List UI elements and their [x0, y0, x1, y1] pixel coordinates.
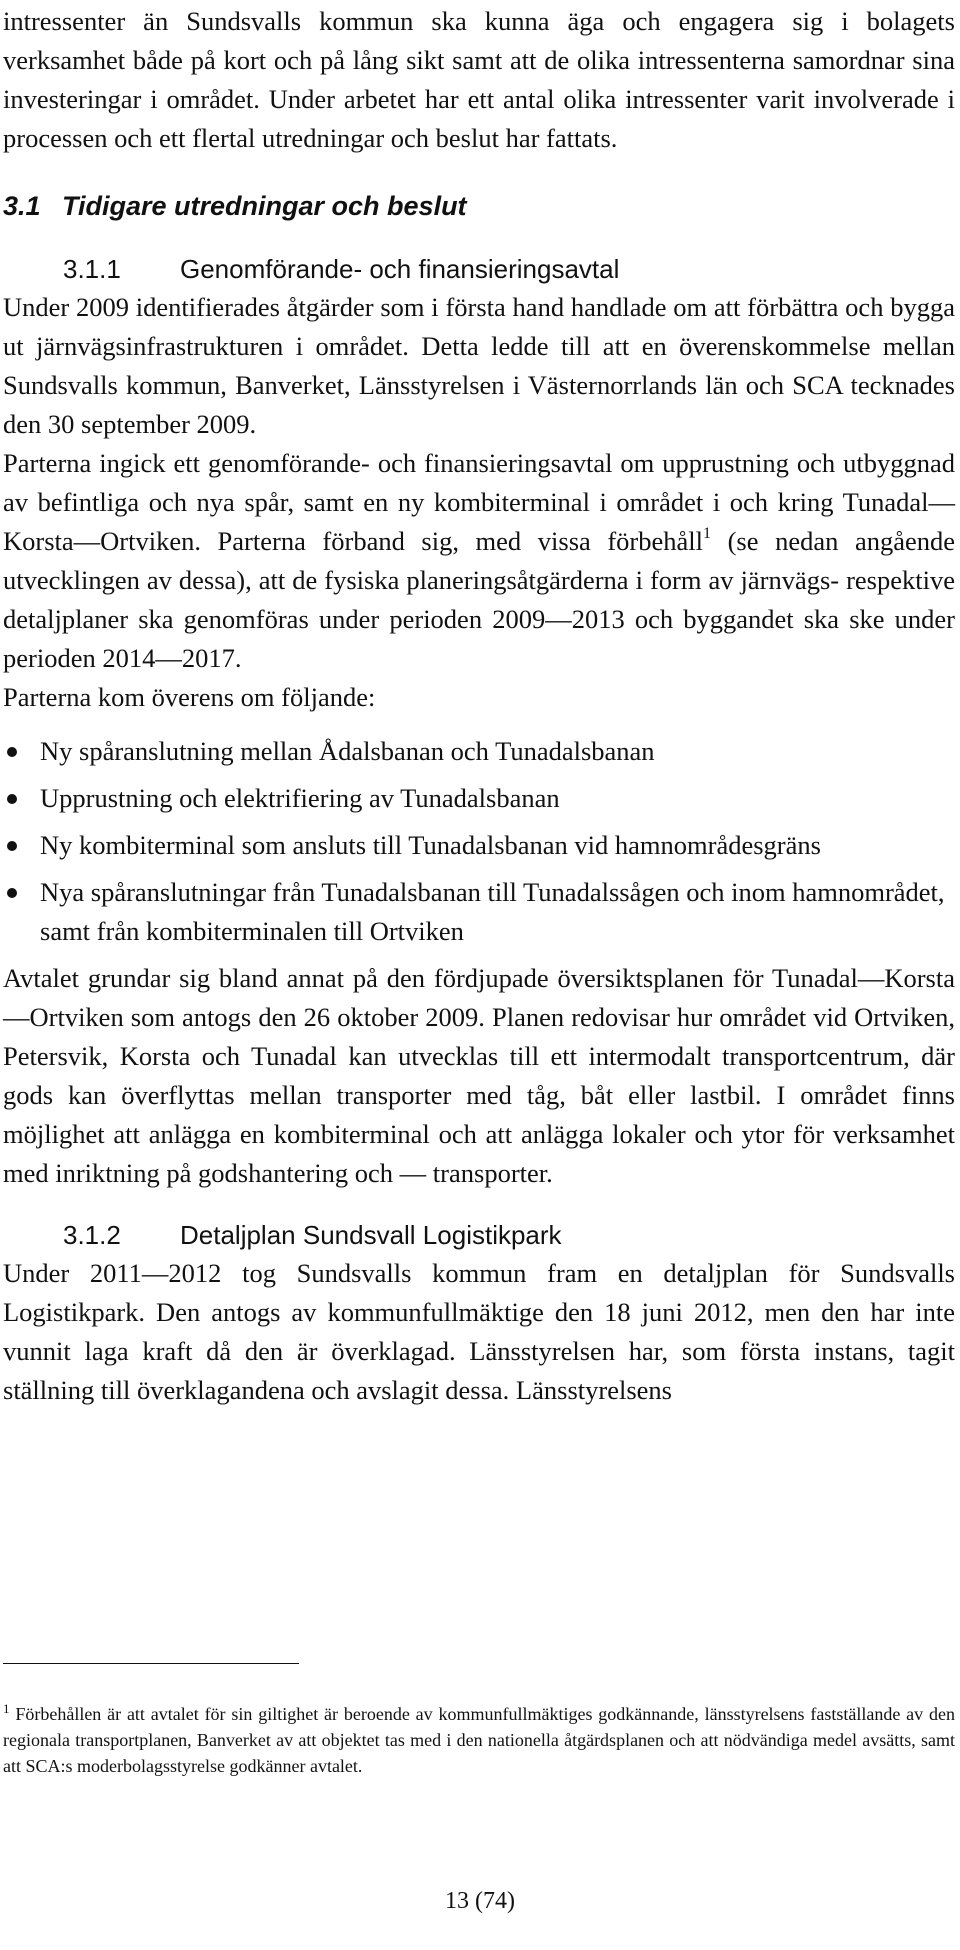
section-heading — [3, 186, 955, 226]
footnote-reference: 1 — [703, 525, 712, 542]
list-item-text: Ny spåranslutning mellan Ådalsbanan och Tunadalsbanan — [40, 736, 655, 766]
paragraph-parties-text-a: Parterna ingick ett genomförande- och finansieringsavtal om upprustning och utbyggnad av befintliga och nya spår, samt en ny kombiterminal i området i och kring Tunadal—Korsta—Ortviken. Parterna förband sig, med vissa förbehåll — [3, 448, 955, 556]
subsection-number-1: 3.1.1 — [63, 254, 121, 284]
subsection-title-2: Detaljplan Sundsvall Logistikpark — [180, 1220, 562, 1250]
paragraph-detailed-plan: Under 2011—2012 tog Sundsvalls kommun fram en detaljplan för Sundsvalls Logistikpark. Den antogs av kommunfullmäktige den 18 juni 2012, men den har inte vunnit laga kraft då den är överklagad. Länsstyrelsen har, som första instans, tagit ställning till överklagandena och avslagit dessa. Länsstyrelsens — [3, 1258, 955, 1405]
intro-paragraph: intressenter än Sundsvalls kommun ska kunna äga och engagera sig i bolagets verksamhet både på kort och på lång sikt samt att de olika intressenterna samordnar sina investeringar i området. Under arbetet har ett antal olika intressenter varit involverade i processen och ett flertal utredningar och beslut har fattats. — [3, 6, 955, 153]
list-item-text: Upprustning och elektrifiering av Tunadalsbanan — [40, 783, 560, 813]
list-intro: Parterna kom överens om följande: — [3, 682, 376, 712]
list-item — [3, 873, 955, 951]
subsection-number-2: 3.1.2 — [63, 1220, 121, 1250]
page-number: 13 (74) — [445, 1888, 515, 1914]
list-item-text: Ny kombiterminal som ansluts till Tunadalsbanan vid hamnområdesgräns — [40, 830, 821, 860]
page-content — [3, 2, 955, 1410]
footnote-divider — [3, 1663, 299, 1664]
list-item-text: Nya spåranslutningar från Tunadalsbanan till Tunadalssågen och inom hamnområdet, samt från kombiterminalen till Ortviken — [40, 877, 945, 946]
list-item — [3, 779, 955, 818]
paragraph-agreement-2009: Under 2009 identifierades åtgärder som i första hand handlade om att förbättra och bygga ut järnvägsinfrastrukturen i området. Detta ledde till att en överenskommelse mellan Sundsvalls kommun, Banverket, Länsstyrelsen i Västernorrlands län och SCA tecknades den 30 september 2009. — [3, 292, 955, 439]
bullet-icon — [7, 841, 17, 851]
subsection-heading-2 — [63, 1216, 955, 1254]
list-item — [3, 826, 955, 865]
paragraph-comprehensive-plan: Avtalet grundar sig bland annat på den fördjupade översiktsplanen för Tunadal—Korsta—Ortviken som antogs den 26 oktober 2009. Planen redovisar hur området vid Ortviken, Petersvik, Korsta och Tunadal kan utvecklas till ett intermodalt transportcentrum, där gods kan överflyttas mellan transporter med tåg, båt eller lastbil. I området finns möjlighet att anlägga en kombiterminal och att anlägga lokaler och ytor för verksamhet med inriktning på godshantering och — transporter. — [3, 963, 955, 1188]
section-title: Tidigare utredningar och beslut — [62, 191, 467, 221]
list-item — [3, 732, 955, 771]
bullet-icon — [7, 747, 17, 757]
agreement-list — [3, 732, 955, 951]
subsection-heading-1 — [63, 250, 955, 288]
footnote-text: Förbehållen är att avtalet för sin giltighet är beroende av kommunfullmäktiges godkännande, länsstyrelsens fastställande av den regionala transportplanen, Banverket av att objektet tas med i den nationella åtgärdsplanen och att nödvändiga medel avsätts, samt att SCA:s moderbolagsstyrelse godkänner avtalet. — [3, 1704, 955, 1776]
bullet-icon — [7, 794, 17, 804]
footnote-mark: 1 — [3, 1701, 10, 1716]
paragraph-parties-text-b: (se nedan angående utvecklingen av dessa), att de fysiska planeringsåtgärderna i form av järnvägs- respektive detaljplaner ska genomföras under perioden 2009—2013 och byggandet ska ske under perioden 2014—2017. — [3, 526, 955, 673]
bullet-icon — [7, 888, 17, 898]
paragraph-parties-agreement — [3, 444, 955, 678]
subsection-title-1: Genomförande- och finansieringsavtal — [180, 254, 620, 284]
section-number: 3.1 — [3, 191, 41, 221]
footnote — [3, 1701, 955, 1779]
